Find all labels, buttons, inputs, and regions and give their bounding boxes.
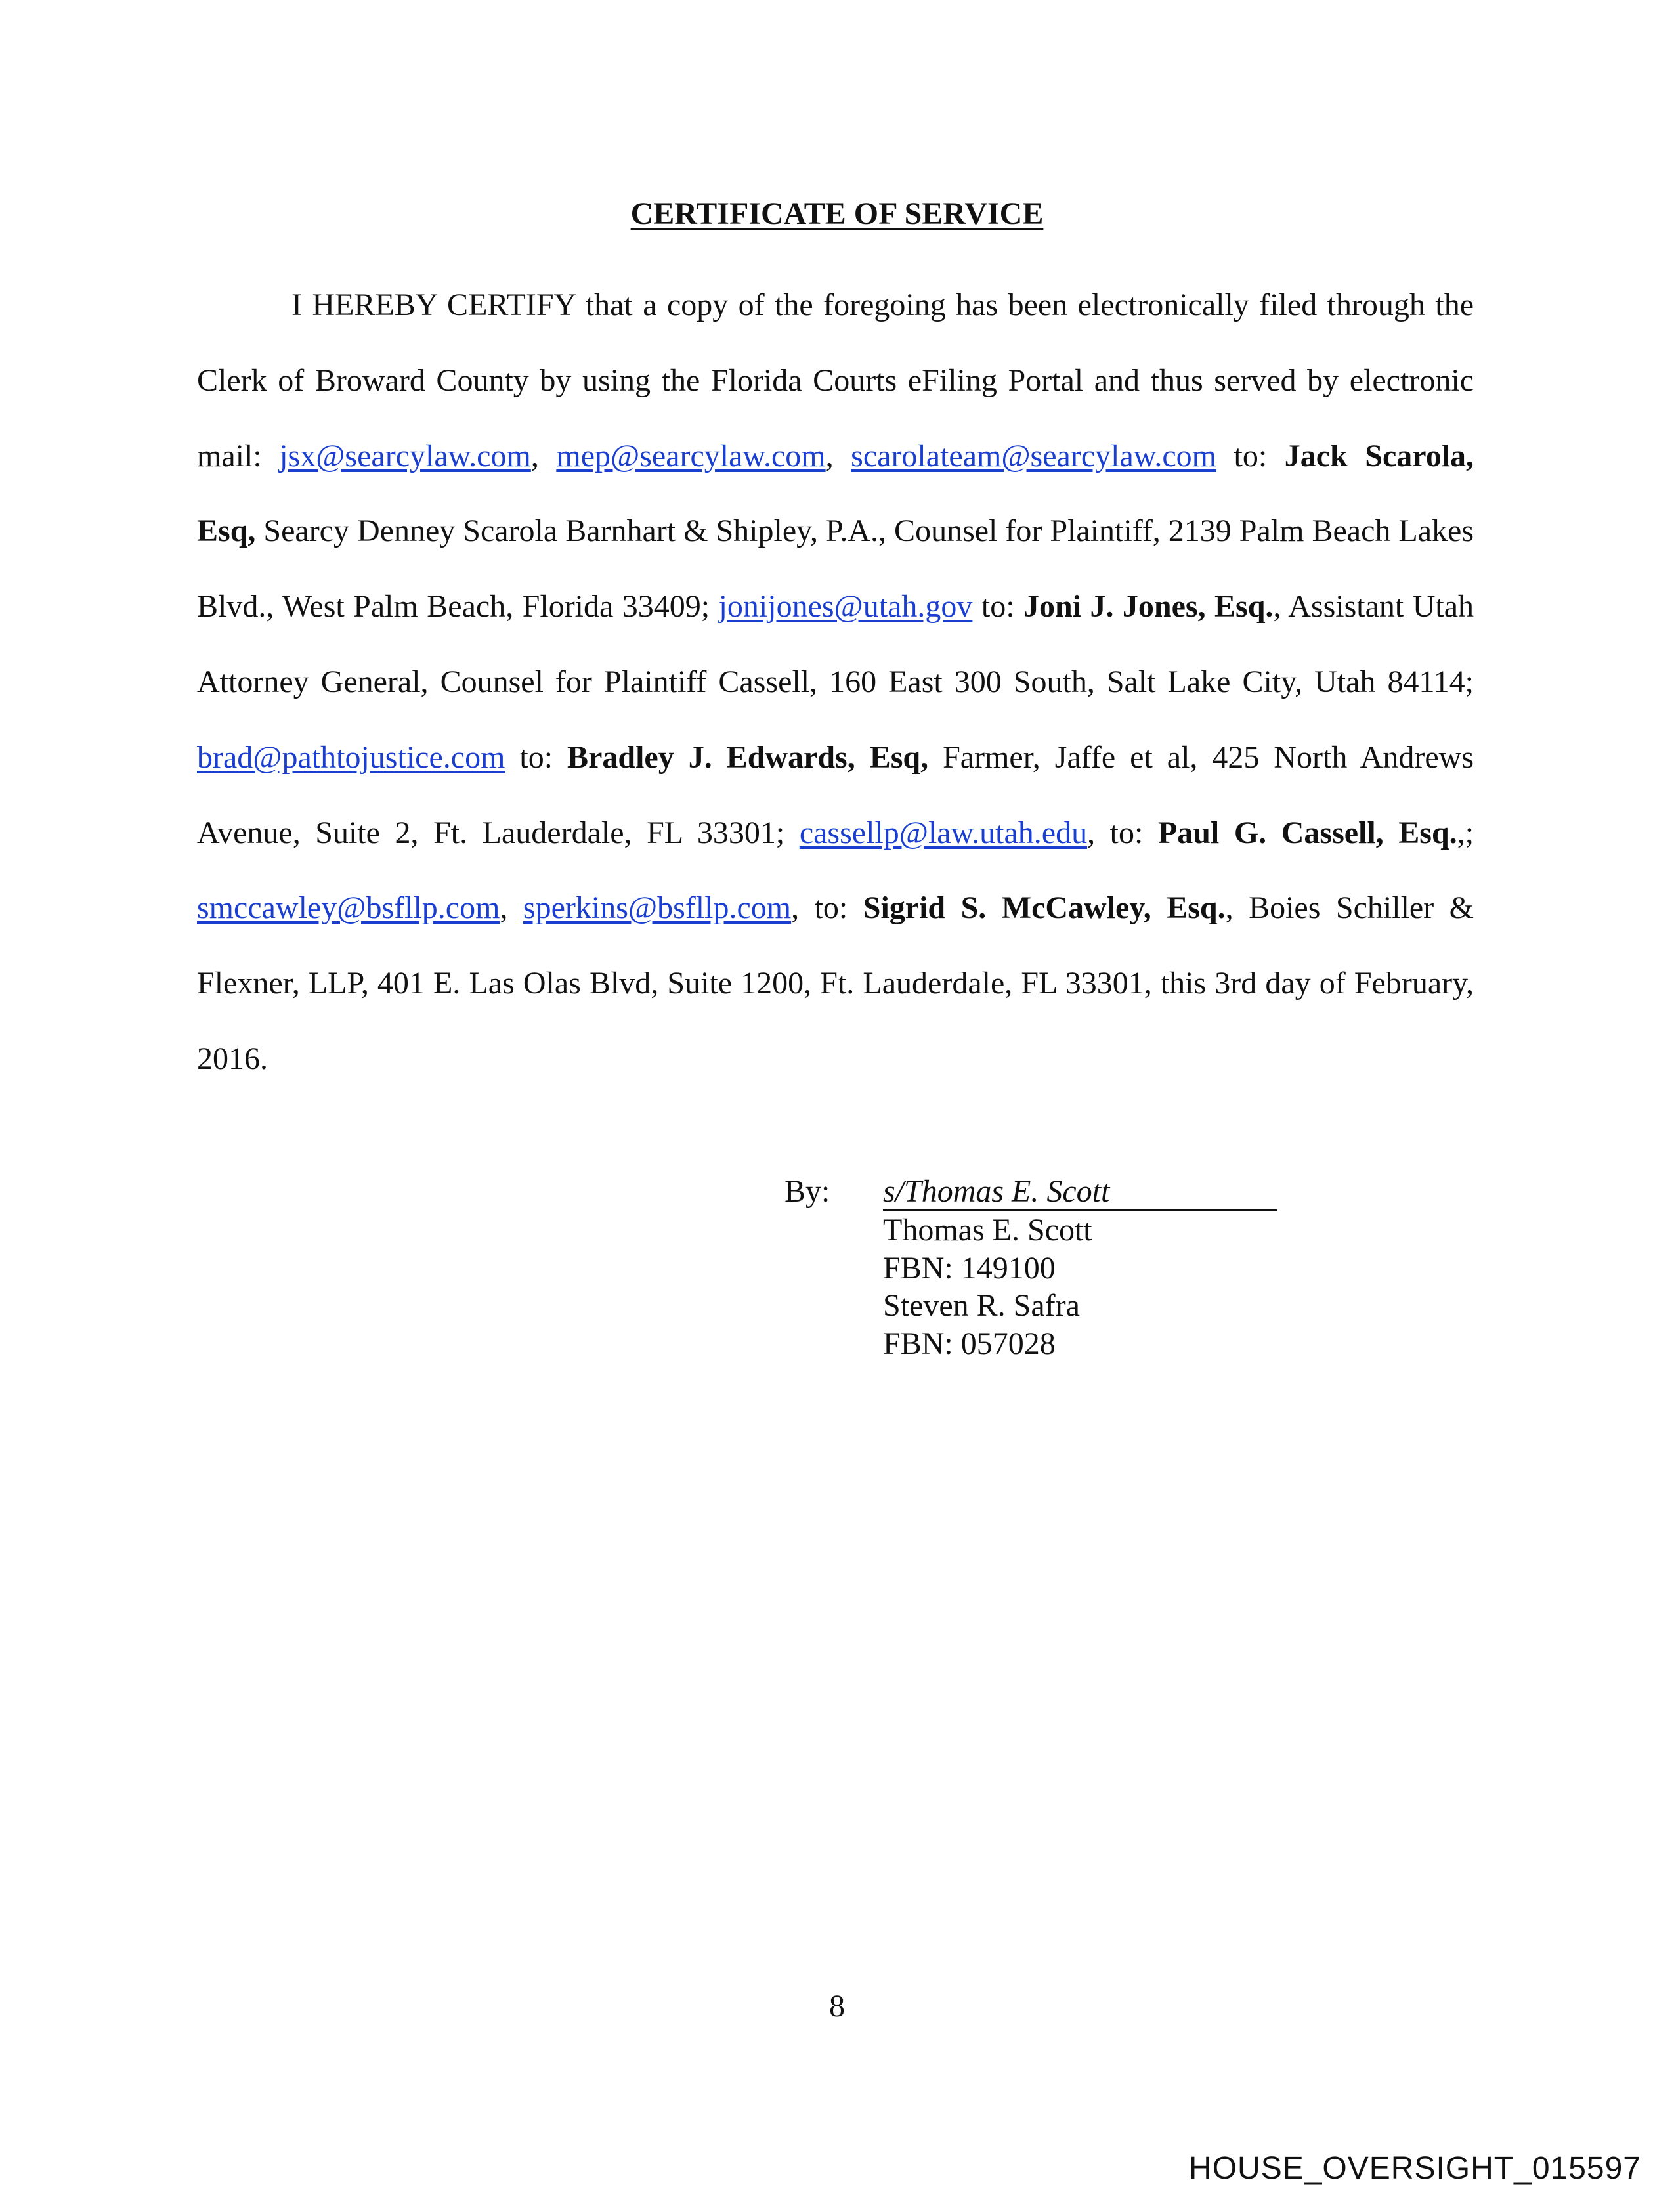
body-text-segment: Farmer, Jaffe et al, 425 North Andrews Avenue, Suite 2, Ft. Lauderdale, FL 33301; (197, 739, 1474, 850)
email-link-brad[interactable]: brad@pathtojustice.com (197, 739, 505, 775)
body-text-segment: Searcy Denney Scarola Barnhart & Shipley, P.A., Counsel for Plaintiff, 2139 Palm Beach Lakes Blvd., West Palm Beach, Florida 33409; (197, 513, 1474, 624)
body-text-segment: , Assistant Utah Attorney General, Counsel for Plaintiff Cassell, 160 East 300 South, Salt Lake City, Utah 84114; (197, 589, 1474, 699)
signature-block (784, 1173, 1277, 1362)
bates-number: HOUSE_OVERSIGHT_015597 (1189, 2151, 1641, 2186)
body-text-segment: to: (972, 589, 1023, 624)
certificate-body (197, 268, 1474, 1097)
email-link-jsx[interactable]: jsx@searcylaw.com (279, 438, 531, 473)
email-link-jonijones[interactable]: jonijones@utah.gov (718, 589, 973, 624)
email-link-cassellp[interactable]: cassellp@law.utah.edu (799, 815, 1088, 850)
body-text-segment: , (825, 438, 851, 473)
email-link-sperkins[interactable]: sperkins@bsfllp.com (523, 890, 792, 926)
body-text-segment: to: (1216, 438, 1285, 473)
body-text-segment: , to: (1087, 815, 1158, 850)
recipient-name-jones: Joni J. Jones, Esq. (1023, 589, 1274, 624)
page-title: CERTIFICATE OF SERVICE (630, 196, 1044, 231)
body-text-segment: to: (505, 739, 568, 775)
signatory-name: Steven R. Safra (883, 1288, 1080, 1323)
email-link-mep[interactable]: mep@searcylaw.com (556, 438, 826, 473)
signatory-bar-number: FBN: 149100 (883, 1250, 1056, 1286)
signature-row (784, 1173, 1277, 1211)
body-text-segment: ,; (1457, 815, 1474, 850)
body-text-segment: , (500, 890, 523, 926)
signatory-bar-number: FBN: 057028 (883, 1326, 1056, 1361)
recipient-name-scarola: Jack Scarola, Esq, (197, 438, 1474, 549)
email-link-smccawley[interactable]: smccawley@bsfllp.com (197, 890, 500, 926)
page-number: 8 (829, 1989, 845, 2024)
electronic-signature: s/Thomas E. Scott (883, 1174, 1277, 1211)
body-text-segment: I HEREBY CERTIFY that a copy of the foregoing has been electronically filed through the Clerk of Broward County by using the Florida Courts eFiling Portal and thus served by electronic mail: (197, 288, 1474, 473)
body-text-segment: , (530, 438, 557, 473)
signatory-details (784, 1211, 1277, 1362)
recipient-name-cassell: Paul G. Cassell, Esq. (1157, 815, 1457, 850)
body-text-segment: , Boies Schiller & Flexner, LLP, 401 E. Las Olas Blvd, Suite 1200, Ft. Lauderdale, FL 33301, this 3rd day of February, 2016. (197, 890, 1474, 1076)
recipient-name-edwards: Bradley J. Edwards, Esq, (567, 739, 929, 775)
signatory-name: Thomas E. Scott (883, 1213, 1092, 1247)
by-label: By: (784, 1174, 830, 1209)
email-link-scarolateam[interactable]: scarolateam@searcylaw.com (851, 438, 1216, 473)
body-text-segment: , to: (791, 890, 863, 926)
recipient-name-mccawley: Sigrid S. McCawley, Esq. (863, 890, 1226, 926)
